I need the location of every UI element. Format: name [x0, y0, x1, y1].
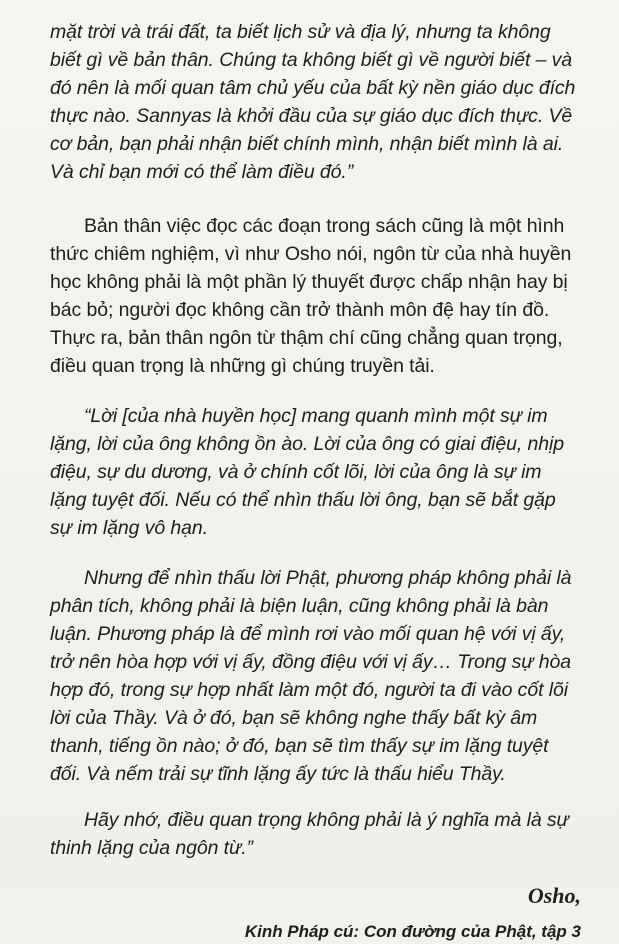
- paragraph-commentary: Bản thân việc đọc các đoạn trong sách cũng là một hình thức chiêm nghiệm, vì như Osho nói, ngôn từ của nhà huyền học không phải là một phần lý thuyết được chấp nhận hay bị bác bỏ; người đọc không cần trở thành môn đệ hay tín đồ. Thực ra, bản thân ngôn từ thậm chí cũng chẳng quan trọng, điều quan trọng là những gì chúng truyền tải.: [50, 215, 572, 377]
- paragraph-quote-continuation: mặt trời và trái đất, ta biết lịch sử và địa lý, nhưng ta không biết gì về bản thân. Chúng ta không biết gì về người biết – và đó nên là mối quan tâm chủ yếu của bất kỳ nền giáo dục đích thực nào. Sannyas là khởi đầu của sự giáo dục đích thực. Về cơ bản, bạn phải nhận biết chính mình, nhận biết mình là ai. Và chỉ bạn mới có thể làm điều đó.”: [50, 21, 576, 183]
- paragraph-quote-silence: “Lời [của nhà huyền học] mang quanh mình một sự im lặng, lời của ông không ồn ào. Lời của ông có giai điệu, nhịp điệu, sự du dương, và ở chính cốt lõi, lời của ông là sự im lặng tuyệt đối. Nếu có thể nhìn thấu lời ông, bạn sẽ bắt gặp sự im lặng vô hạn.: [50, 405, 565, 539]
- paragraph-quote-remember: Hãy nhớ, điều quan trọng không phải là ý nghĩa mà là sự thinh lặng của ngôn từ.”: [50, 809, 569, 859]
- source-title: Kinh Pháp cú: Con đường của Phật, tập 3: [244, 922, 581, 941]
- author-name: Osho,: [527, 883, 581, 908]
- paragraph-quote-buddha: Nhưng để nhìn thấu lời Phật, phương pháp không phải là phân tích, không phải là biện luận, cũng không phải là bàn luận. Phương pháp là để mình rơi vào mối quan hệ với vị ấy, trở nên hòa hợp với vị ấy, đồng điệu với vị ấy… Trong sự hòa hợp đó, trong sự hợp nhất làm một đó, người ta đi vào cốt lõi lời của Thầy. Và ở đó, bạn sẽ không nghe thấy bất kỳ âm thanh, tiếng ồn nào; ở đó, bạn sẽ tìm thấy sự im lặng tuyệt đối. Và nếm trải sự tĩnh lặng ấy tức là thấu hiểu Thầy.: [50, 567, 572, 785]
